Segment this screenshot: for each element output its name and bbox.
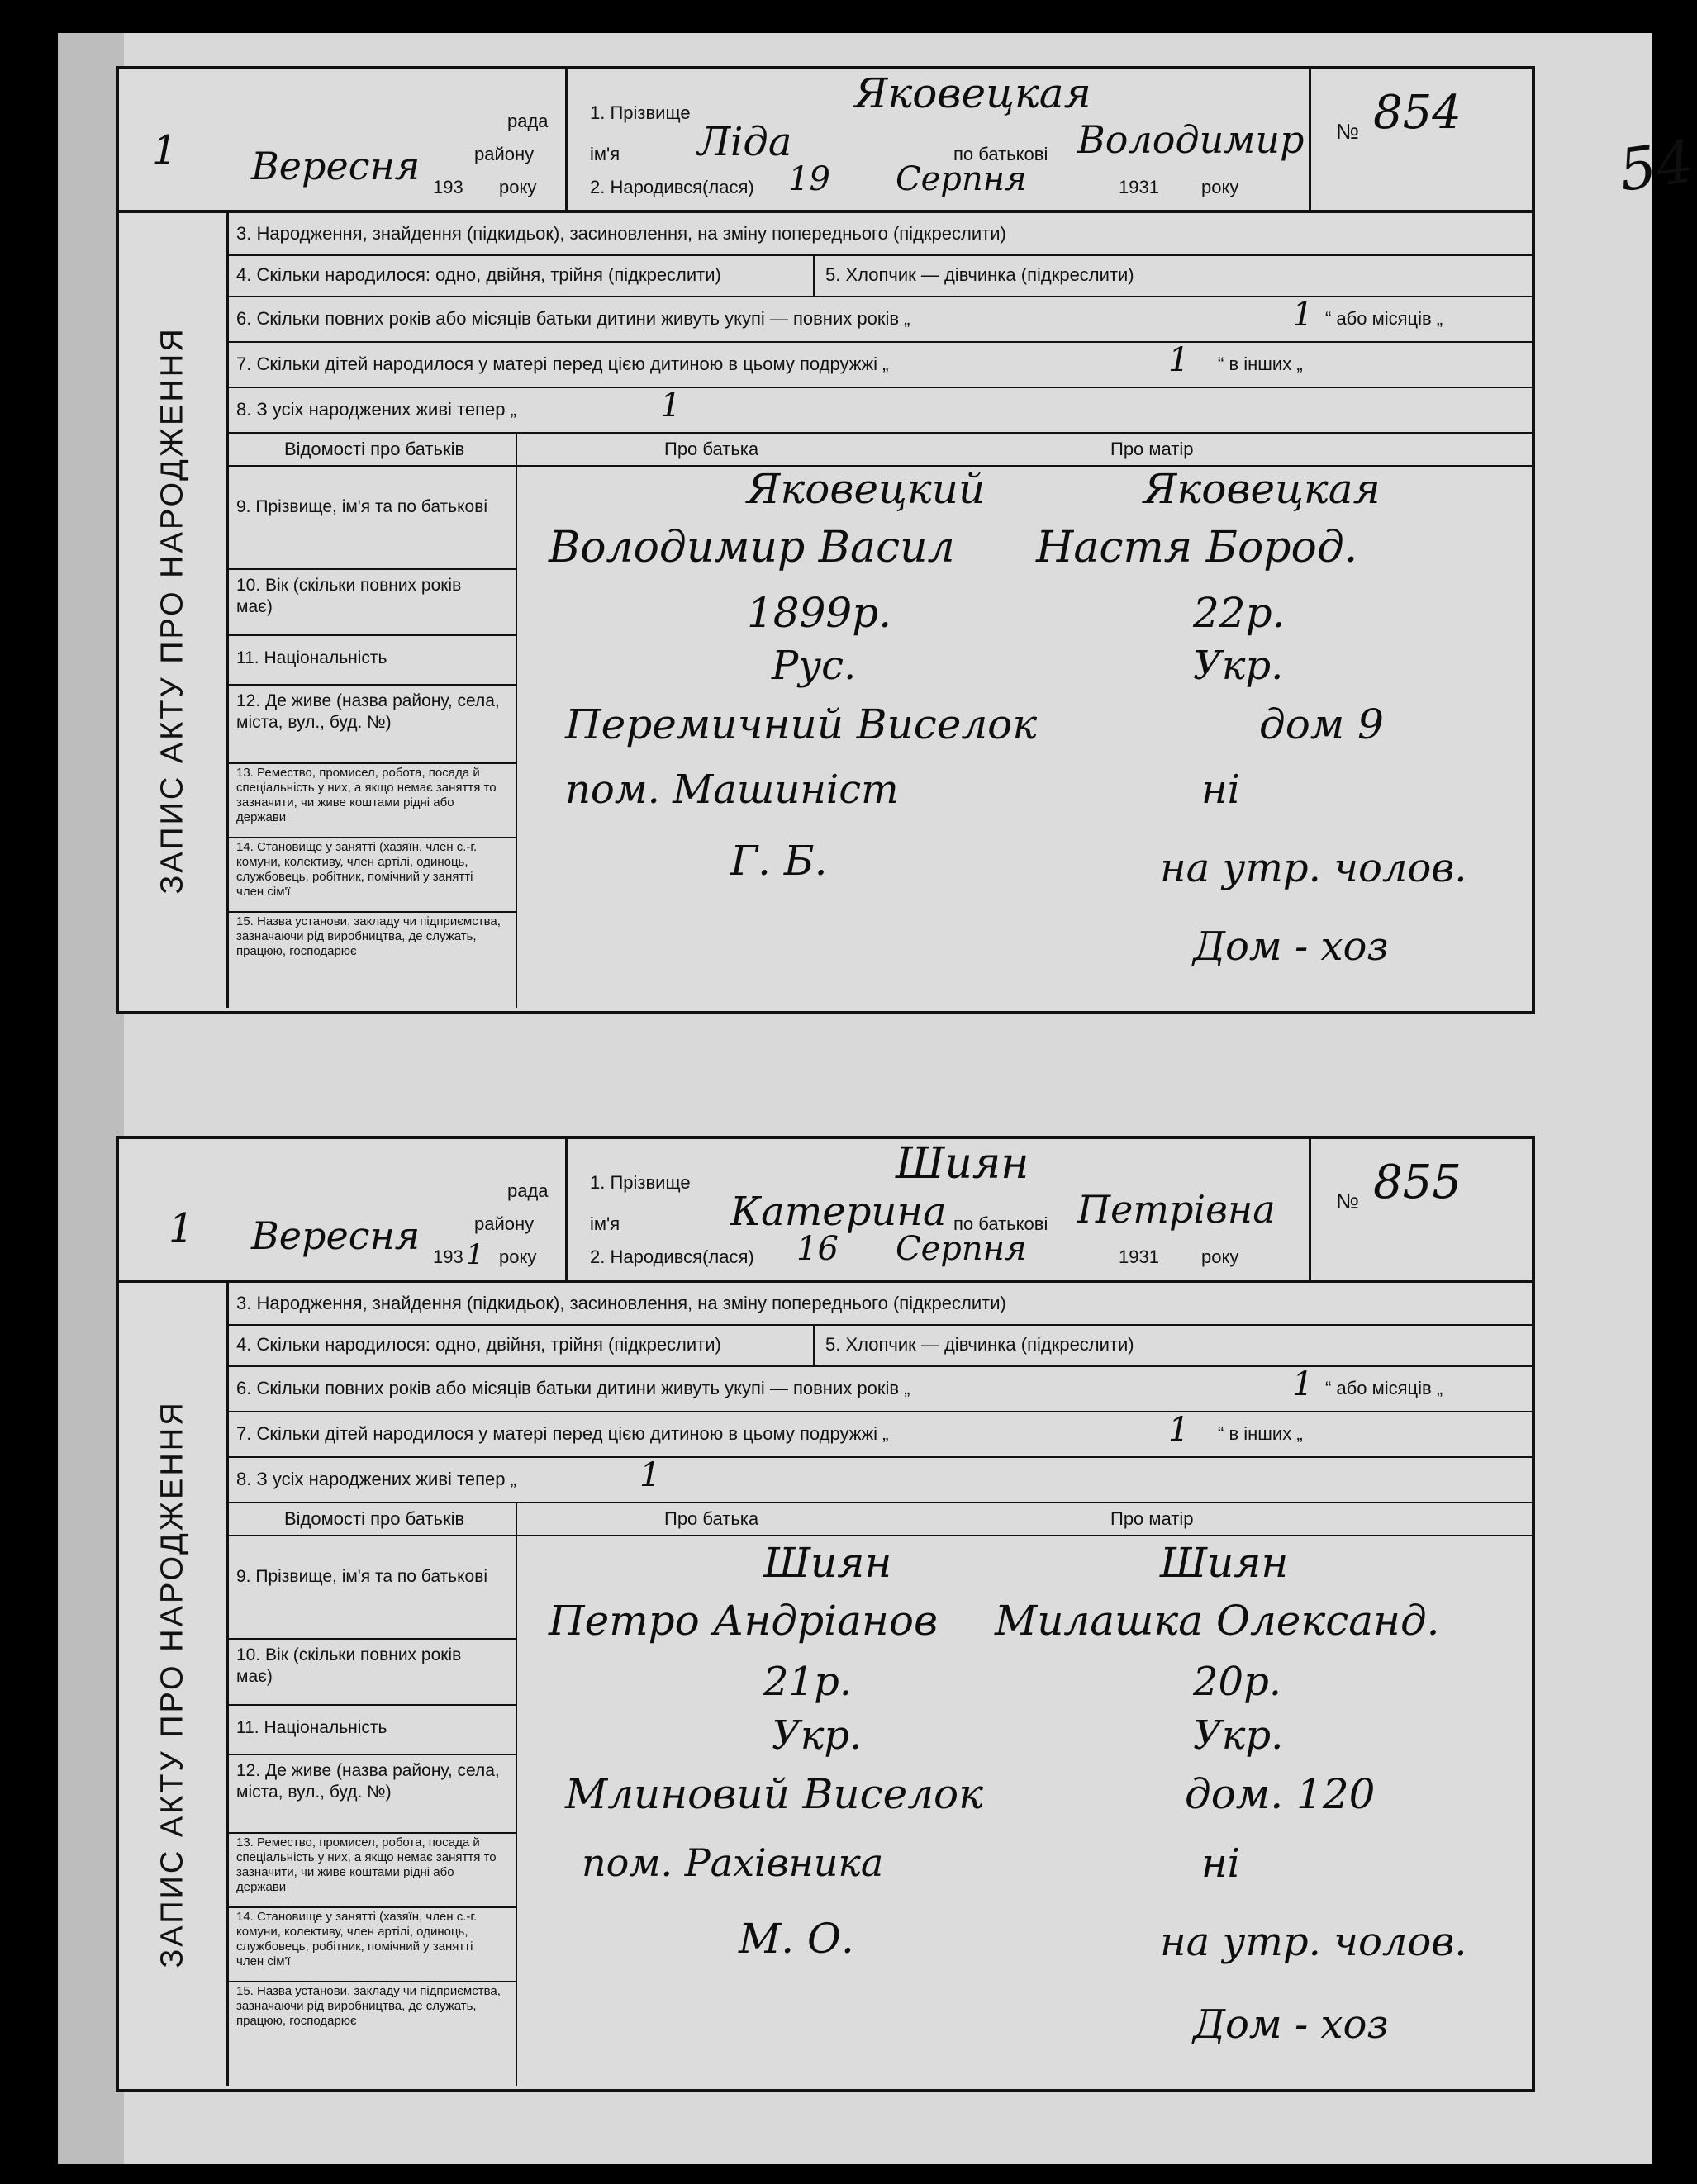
reg-year-prefix: 193 — [433, 1246, 463, 1267]
father-surname: Шиян — [763, 1539, 892, 1587]
reg-month: Вересня — [251, 1213, 421, 1258]
side-title-box — [119, 213, 229, 1008]
child-patronymic: Петрівна — [1077, 1187, 1276, 1232]
child-name: Катерина — [730, 1189, 947, 1235]
record-number-block — [1309, 69, 1534, 210]
born-roku-label: року — [1201, 177, 1239, 197]
row-q7 — [226, 341, 1532, 388]
father-nationality: Укр. — [772, 1712, 863, 1759]
row-q6 — [226, 296, 1532, 343]
q13-label: 13. Ремество, промисел, робота, посада й спеціальність у них, а якщо немає заняття то зазначити, чи живе коштами рідні або держави — [236, 766, 497, 824]
father-surname: Яковецкий — [747, 465, 986, 513]
mother-job: ні — [1201, 767, 1240, 813]
birth-year: 1931 — [1119, 177, 1159, 197]
q15-label: 15. Назва установи, закладу чи підприємства, зазначаючи рід виробництва, де служать, працюю, господарює — [236, 1984, 501, 2028]
father-status: М. О. — [739, 1915, 854, 1963]
birth-year: 1931 — [1119, 1246, 1159, 1267]
father-address: Млиновий Виселок — [565, 1770, 984, 1818]
rayonu-label: району — [474, 144, 535, 164]
q8-label: 8. З усіх народжених живі тепер „ — [236, 398, 516, 420]
row-q14 — [226, 837, 516, 913]
q12-label: 12. Де живе (назва району, села, міста, вул., буд. №) — [236, 691, 500, 732]
mother-age: 22р. — [1193, 589, 1286, 637]
record-number-block — [1309, 1139, 1534, 1280]
q7-label: 7. Скільки дітей народилося у матері перед цією дитиною в цьому подружжі „ — [236, 353, 889, 374]
father-address: Перемичний Виселок — [565, 700, 1038, 748]
mother-surname: Яковецкая — [1143, 465, 1381, 513]
row-q13 — [226, 1832, 516, 1908]
birth-day: 19 — [788, 160, 830, 198]
row-q6 — [226, 1365, 1532, 1412]
side-title: ЗАПИС АКТУ ПРО НАРОДЖЕННЯ — [154, 326, 190, 895]
birth-month: Серпня — [896, 160, 1027, 198]
side-title: ЗАПИС АКТУ ПРО НАРОДЖЕННЯ — [154, 1400, 190, 1968]
registration-date-block — [119, 1139, 568, 1280]
parents-table-header — [226, 1502, 1532, 1536]
birth-day: 16 — [796, 1230, 839, 1268]
name-label: ім'я — [590, 1213, 620, 1234]
name-label: ім'я — [590, 144, 620, 164]
row-q8 — [226, 1456, 1532, 1503]
reg-day: 1 — [152, 127, 178, 173]
q8-label: 8. З усіх народжених живі тепер „ — [236, 1468, 516, 1489]
birth-record-854 — [116, 66, 1535, 1014]
row-q12 — [226, 1754, 516, 1834]
record-number: 854 — [1373, 86, 1462, 140]
mother-org: Дом - хоз — [1193, 2001, 1389, 2048]
q10-label: 10. Вік (скільки повних років має) — [236, 576, 462, 616]
q12-label: 12. Де живе (назва району, села, міста, вул., буд. №) — [236, 1761, 500, 1802]
patronymic-label: по батькові — [953, 1213, 1048, 1234]
child-name: Ліда — [697, 119, 792, 165]
born-roku-label: року — [1201, 1246, 1239, 1267]
registration-date-block — [119, 69, 568, 210]
child-patronymic: Володимир — [1077, 117, 1305, 162]
row-q10 — [226, 1638, 516, 1706]
alive-count: 1 — [639, 1456, 661, 1494]
mother-nationality: Укр. — [1193, 1712, 1284, 1759]
record-header — [119, 1139, 1532, 1283]
years-together: 1 — [1292, 296, 1314, 334]
surname-label: 1. Прізвище — [590, 1172, 691, 1193]
children-before: 1 — [1168, 1411, 1190, 1449]
father-job: пом. Машиніст — [565, 767, 899, 813]
q3-label: 3. Народження, знайдення (підкидьок), засиновлення, на зміну попереднього (підкреслити) — [236, 223, 1006, 244]
mother-name: Милашка Олександ. — [995, 1597, 1440, 1645]
q7b-label: “ в інших „ — [1218, 1422, 1303, 1444]
surname-label: 1. Прізвище — [590, 102, 691, 123]
father-status: Г. Б. — [730, 837, 828, 885]
row-q4-q5 — [226, 1324, 1532, 1367]
q4-q5-divider — [813, 254, 815, 296]
record-header — [119, 69, 1532, 213]
patronymic-label: по батькові — [953, 144, 1048, 164]
q4-q5-divider — [813, 1324, 815, 1365]
born-label: 2. Народився(лася) — [590, 1246, 754, 1267]
child-surname: Шиян — [896, 1139, 1029, 1189]
q6-label: 6. Скільки повних років або місяців батьки дитини живуть укупі — повних років „ — [236, 307, 910, 329]
row-q3 — [226, 1283, 1532, 1326]
q11-label: 11. Національність — [236, 648, 387, 667]
reg-year-suffix: 1 — [466, 1238, 484, 1271]
col-mother-label: Про матір — [1110, 439, 1194, 459]
father-nationality: Рус. — [772, 643, 857, 689]
row-q9 — [226, 1535, 516, 1640]
q9-label: 9. Прізвище, ім'я та по батькові — [236, 497, 488, 516]
q13-label: 13. Ремество, промисел, робота, посада й спеціальність у них, а якщо немає заняття то зазначити, чи живе коштами рідні або держави — [236, 1835, 497, 1894]
parents-table-header — [226, 432, 1532, 467]
reg-month: Вересня — [251, 144, 421, 188]
row-q3 — [226, 213, 1532, 256]
col-father-label: Про батька — [664, 1508, 759, 1529]
rayonu-label: району — [474, 1213, 535, 1234]
q11-label: 11. Національність — [236, 1718, 387, 1737]
mother-surname: Шиян — [1160, 1539, 1289, 1587]
reg-year-prefix: 193 — [433, 177, 463, 197]
child-name-block — [565, 69, 1309, 210]
mother-status: на утр. чолов. — [1160, 1919, 1467, 1965]
row-q11 — [226, 634, 516, 686]
no-label: № — [1336, 1189, 1359, 1213]
row-q11 — [226, 1704, 516, 1755]
col-father-label: Про батька — [664, 439, 759, 459]
reg-day: 1 — [169, 1205, 194, 1251]
q6b-label: “ або місяців „ — [1325, 307, 1443, 329]
mother-status: на утр. чолов. — [1160, 845, 1467, 891]
father-age: 1899р. — [747, 589, 892, 637]
row-q8 — [226, 387, 1532, 434]
record-body — [119, 213, 1532, 1008]
q10-label: 10. Вік (скільки повних років має) — [236, 1645, 462, 1686]
q4-label: 4. Скільки народилося: одно, двійня, трійня (підкреслити) — [236, 264, 721, 285]
rada-label: рада — [507, 111, 549, 131]
row-q14 — [226, 1906, 516, 1982]
alive-count: 1 — [660, 387, 682, 425]
q9-label: 9. Прізвище, ім'я та по батькові — [236, 1567, 488, 1586]
col-mother-label: Про матір — [1110, 1508, 1194, 1529]
col-divider-1 — [516, 432, 517, 1008]
mother-address: дом. 120 — [1185, 1770, 1376, 1818]
q6-label: 6. Скільки повних років або місяців батьки дитини живуть укупі — повних років „ — [236, 1377, 910, 1398]
col-divider-1 — [516, 1502, 517, 2086]
q4-label: 4. Скільки народилося: одно, двійня, трійня (підкреслити) — [236, 1334, 721, 1355]
q5-label: 5. Хлопчик — дівчинка (підкреслити) — [825, 264, 1134, 285]
born-label: 2. Народився(лася) — [590, 177, 754, 197]
mother-job: ні — [1201, 1840, 1240, 1887]
row-q7 — [226, 1411, 1532, 1458]
record-number: 855 — [1373, 1156, 1462, 1209]
birth-month: Серпня — [896, 1230, 1027, 1268]
q7-label: 7. Скільки дітей народилося у матері перед цією дитиною в цьому подружжі „ — [236, 1422, 889, 1444]
row-q10 — [226, 568, 516, 636]
father-job: пом. Рахівника — [582, 1840, 884, 1885]
row-q15 — [226, 1981, 516, 2086]
col-info-label: Відомості про батьків — [284, 439, 465, 459]
q15-label: 15. Назва установи, закладу чи підприємства, зазначаючи рід виробництва, де служать, працюю, господарює — [236, 914, 501, 958]
side-title-box — [119, 1283, 229, 2086]
q3-label: 3. Народження, знайдення (підкидьок), засиновлення, на зміну попереднього (підкреслити) — [236, 1293, 1006, 1313]
mother-org: Дом - хоз — [1193, 923, 1389, 970]
q5-label: 5. Хлопчик — дівчинка (підкреслити) — [825, 1334, 1134, 1355]
father-age: 21р. — [763, 1659, 853, 1705]
roku-label: року — [499, 1246, 537, 1267]
rada-label: рада — [507, 1180, 549, 1201]
q14-label: 14. Становище у занятті (хазяїн, член с.-г. комуни, колективу, член артілі, одиноць, службовець, робітник, помічний у занятті член сім'ї — [236, 1910, 478, 1968]
row-q4-q5 — [226, 254, 1532, 297]
child-name-block — [565, 1139, 1309, 1280]
record-body — [119, 1283, 1532, 2086]
father-name: Петро Андріанов — [549, 1597, 939, 1645]
no-label: № — [1336, 119, 1359, 144]
mother-name: Настя Бород. — [1036, 523, 1358, 572]
years-together: 1 — [1292, 1365, 1314, 1403]
page-edge — [58, 33, 124, 2164]
child-surname: Яковецкая — [854, 69, 1091, 117]
children-before: 1 — [1168, 341, 1190, 379]
row-q9 — [226, 465, 516, 570]
row-q12 — [226, 684, 516, 764]
mother-nationality: Укр. — [1193, 643, 1284, 689]
q7b-label: “ в інших „ — [1218, 353, 1303, 374]
mother-address: дом 9 — [1259, 700, 1384, 748]
birth-record-855 — [116, 1136, 1535, 2092]
page-number: 54 — [1614, 127, 1697, 205]
q14-label: 14. Становище у занятті (хазяїн, член с.-г. комуни, колективу, член артілі, одиноць, службовець, робітник, помічний у занятті член сім'ї — [236, 840, 478, 899]
col-info-label: Відомості про батьків — [284, 1508, 465, 1529]
roku-label: року — [499, 177, 537, 197]
father-name: Володимир Васил — [549, 523, 955, 572]
row-q13 — [226, 762, 516, 838]
q6b-label: “ або місяців „ — [1325, 1377, 1443, 1398]
mother-age: 20р. — [1193, 1659, 1282, 1705]
row-q15 — [226, 911, 516, 1008]
